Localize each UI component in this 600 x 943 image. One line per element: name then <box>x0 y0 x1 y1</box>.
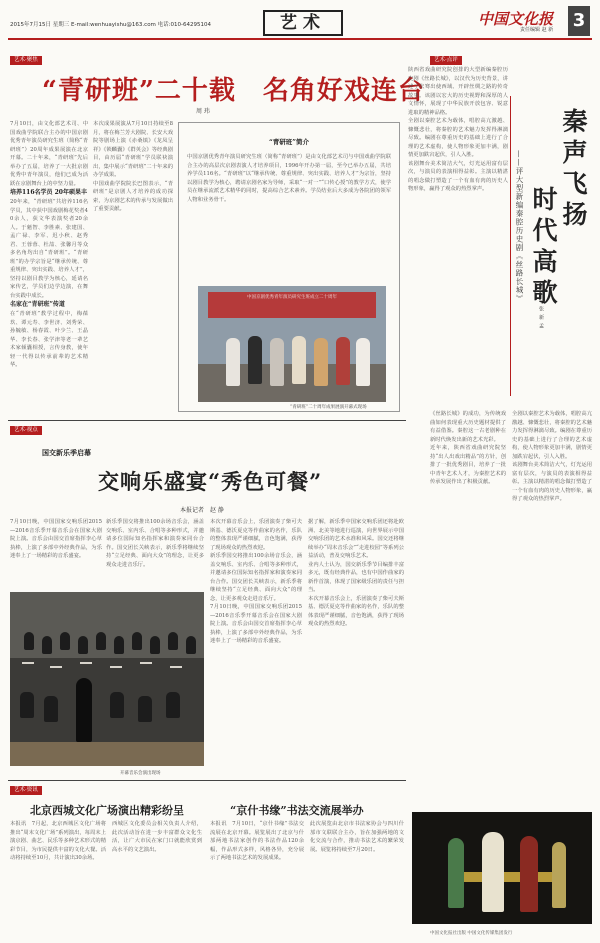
musician-figure <box>150 636 160 654</box>
article3-col4: 据了解，新乐季中国家交响乐团还将赴欧洲、北美等地进行巡演，向世界展示中国交响乐团的艺术水准和风采。国交还将继续举办“周末音乐会”“走进校园”等系列公益活动，普及交响乐艺术。 业内人士认为，国交新乐季节目编排丰富多元，既有经典作品，也有中国作曲家的新作首演，体现了国家级乐团的责任与担当。 本次开幕音乐会上，乐团演奏了柴可夫斯基、德沃夏克等作曲家的名作，乐队的整体表现严谨细腻，音色饱满，获得了现场观众的热烈欢迎。 <box>308 519 404 627</box>
article2-body-4: 《丝路长城》的成功，为传统戏曲如何表现重大历史题材提供了有益借鉴。秦腔这一古老剧种在新时代焕发出新的艺术光彩。 <box>430 411 506 443</box>
musician-figure <box>44 696 58 722</box>
musician-figure <box>60 632 70 650</box>
musician-figure <box>168 632 178 650</box>
article1-headline: “青研班”二十载 名角好戏连台 <box>42 76 425 106</box>
article2-author: 张 新 孟 <box>538 306 544 330</box>
article5-col1 <box>210 820 304 930</box>
ceremony-photo-caption: “青研班”二十周年成果展演开幕式现场 <box>290 405 367 410</box>
actor-figure <box>448 838 464 908</box>
person-figure <box>270 338 284 386</box>
info-box-title: “青研班”简介 <box>269 138 309 146</box>
person-figure <box>336 337 350 385</box>
conductor-figure <box>76 678 92 742</box>
article5-body: 本报讯 7月10日，“京什书缘”书法交流展在北京开幕。展览展出了北京与什邡两地书法家创作的书法作品120余幅，作品形式多样，风格各异，充分展示了两地书法艺术的发展成果。 <box>210 821 304 861</box>
article2-tag: 艺术·点评 <box>430 56 462 65</box>
newspaper-logo: 中国文化报 <box>478 10 554 28</box>
article3-body-5: 业内人士认为，国交新乐季节目编排丰富多元，既有经典作品，也有中国作曲家的新作首演，体现了国家级乐团的责任与担当。 <box>308 561 404 593</box>
article2-subtitle: ——评大型新编秦腔历史剧《丝路长城》 <box>515 150 524 303</box>
article1-body-3: 本次成果展演从7月10日持续至8月，将在梅兰芳大剧院、长安大戏院等剧场上演《赤桑镇》《龙凤呈祥》《锁麟囊》《群英会》等经典剧目，由历届“青研班”学员联袂演出，集中展示“青研班”二十年来的办学成果。 <box>93 121 173 178</box>
musician-figure <box>42 636 52 654</box>
date-line: 2015年7月15日 星期三 E-mail:wenhuayishu@163.com 电话:010-64295104 <box>10 22 211 28</box>
article2-col-2 <box>430 410 506 802</box>
article3-byline: 本报记者 赵 静 <box>180 507 224 514</box>
article2-col-lead <box>408 66 508 408</box>
article2-body-5: 近年来，陕西省戏曲研究院坚持“出人出戏出精品”的方针，创排了一批优秀剧目，培养了一批中青年艺术人才，为秦腔艺术的传承发展作出了积极贡献。 <box>430 445 506 485</box>
article1-col2 <box>93 120 173 416</box>
person-figure <box>292 336 306 384</box>
article2-body-2: 全剧以秦腔艺术为载体，唱腔高亢激越、慷慨悲壮，将秦腔的艺术魅力发挥得淋漓尽致。编剧在尊重历史的基础上进行了合理的艺术虚构，使人物形象更加丰满，剧情更加跌宕起伏，引人入胜。 <box>408 118 508 158</box>
musician-figure <box>132 632 142 650</box>
musician-figure <box>138 696 152 722</box>
music-stand <box>110 666 122 668</box>
section-title: 艺术 <box>263 10 343 36</box>
musician-figure <box>78 636 88 654</box>
musician-figure <box>96 632 106 650</box>
article4-headline: 北京西城文化广场演出精彩纷呈 <box>30 804 184 817</box>
article2-col-3: 全剧以秦腔艺术为载体，唱腔高亢激越、慷慨悲壮，将秦腔的艺术魅力发挥得淋漓尽致。编剧在尊重历史的基础上进行了合理的艺术虚构，使人物形象更加丰满，剧情更加跌宕起伏，引人入胜。 该剧舞台美术简洁大气，灯光运用富有层次，与演员的表演相得益彰。主演以精湛的唱念做打塑造了一个有血有肉的历史人物形象，赢得了观众的热烈掌声。 <box>512 411 592 502</box>
article1-lead: 7月10日，由文化部艺术司、中国戏曲学院联合主办的中国京剧优秀青年演员研究生班（简称“青研班”）20周年成果展演在北京开幕。二十年来，“青研班”先后举办了五届，培养了一大批京剧优秀中青年演员，他们已成为活跃在京剧舞台上的中坚力量。 <box>10 121 88 187</box>
article3-headline: 交响乐盛宴“秀色可餐” <box>98 469 323 494</box>
musician-figure <box>166 692 180 718</box>
actor-figure <box>482 832 504 912</box>
article3-body-3: 本次开幕音乐会上，乐团演奏了柴可夫斯基、德沃夏克等作曲家的名作，乐队的整体表现严谨细腻，音色饱满，获得了现场观众的热烈欢迎。 <box>210 519 302 551</box>
page-footer: 中国文化报社出版 中国文化传媒集团发行 <box>430 931 513 936</box>
info-box-body: 中国京剧优秀青年演员研究生班（简称“青研班”）是由文化部艺术司与中国戏曲学院联合主办的高层次京剧表演人才培养项目，1996年开办第一届，至今已举办五届，共培养学员116名。“青研班”以“继承传统、尊重规律、突出实践、培养人才”为宗旨，坚持以剧目教学为核心，聘请京剧名家为导师，采取“一对一”“口传心授”的教学方式，使学员在继承流派艺术精华的同时，提高综合艺术素养。学员结业后大多成为各院团的领军人物和业务骨干。 <box>187 154 391 203</box>
editor-line: 责任编辑 赵 新 <box>520 27 554 33</box>
article5-col2 <box>310 820 404 930</box>
photo-banner-text: 中国京剧优秀青年演员研究生班成立二十周年 <box>247 295 337 300</box>
article3-col2 <box>106 518 204 588</box>
musician-figure <box>20 692 34 718</box>
orchestra-photo <box>10 592 204 766</box>
article1-subhead-2: 名家在“青研班”传道 <box>10 301 65 308</box>
article2-title-1: 秦声飞扬 <box>559 108 588 232</box>
person-figure <box>356 338 370 386</box>
article2-body-3: 该剧舞台美术简洁大气，灯光运用富有层次，与演员的表演相得益彰。主演以精湛的唱念做打塑造了一个有血有肉的历史人物形象，赢得了观众的热烈掌声。 <box>408 160 508 192</box>
article3-col3: 本次开幕音乐会上，乐团演奏了柴可夫斯基、德沃夏克等作曲家的名作，乐队的整体表现严谨细腻，音色饱满，获得了现场观众的热烈欢迎。 新乐季国交将推出100余场音乐会，涵盖交响乐、室内乐、合唱等多种形式，并邀请多位国际知名指挥家和演奏家同台合作。国交团长关峡表示，新乐季将继续坚持“立足经典、面向大众”的理念，让更多观众走进音乐厅。 7月10日晚，中国国家交响乐团2015—2016音乐季开幕音乐会在国家大剧院上演。音乐会由国交首席指挥李心草执棒，上演了多部中外经典作品，为乐迷奉上了一场精彩的音乐盛宴。 <box>210 519 302 644</box>
article1-body-1: 20年来，“青研班”共培养116名学员，其中获中国戏剧梅花奖者40余人，获文华表演奖者20余人。于魁智、李胜素、张建国、孟广禄、李军、迟小秋、赵秀君、王蓉蓉、杜喆、张馨月等众多名角均出自“青研班”。“青研班”的办学宗旨是“继承传统、尊重规律、突出实践、培养人才”，坚持以剧目教学为核心，延请名家传艺，学员们边学边演，在舞台实践中成长。 <box>10 199 88 299</box>
person-figure <box>314 338 328 386</box>
musician-figure <box>24 632 34 650</box>
article4-body-2: 西城区文化委员会相关负责人介绍，此次活动旨在进一步丰富群众文化生活，让广大市民在家门口就能欣赏到高水平的文艺演出。 <box>112 821 202 853</box>
opera-photo <box>412 812 592 924</box>
musician-figure <box>114 636 124 654</box>
person-figure <box>248 336 262 384</box>
article5-headline: “京什书缘”书法交流展举办 <box>230 804 364 817</box>
music-stand <box>22 662 34 664</box>
article3-body-1: 7月10日晚，中国国家交响乐团2015—2016音乐季开幕音乐会在国家大剧院上演。音乐会由国交首席指挥李心草执棒，上演了多部中外经典作品，为乐迷奉上了一场精彩的音乐盛宴。 <box>10 519 102 559</box>
actor-figure <box>520 836 538 912</box>
actor-figure <box>552 842 566 908</box>
music-stand <box>170 666 182 668</box>
article5-body-2: 此次展览由北京市书法家协会与四川什邡市文联联合主办，旨在加强两地的文化交流与合作，推动书法艺术的繁荣发展。展览将持续至7月20日。 <box>310 821 404 853</box>
article1-body-2: 在“青研班”教学过程中，梅葆玖、谭元寿、李世济、刘秀荣、孙毓敏、杨春霞、叶少兰、王晶华、李长春、张学津等老一辈艺术家倾囊相授，言传身教，使年轻一代得以传承前辈的艺术精华。 <box>10 311 88 368</box>
musician-figure <box>110 692 124 718</box>
article3-body-2: 新乐季国交将推出100余场音乐会，涵盖交响乐、室内乐、合唱等多种形式，并邀请多位国际知名指挥家和演奏家同台合作。国交团长关峡表示，新乐季将继续坚持“立足经典、面向大众”的理念，让更多观众走进音乐厅。 <box>106 519 204 568</box>
musician-figure <box>186 636 196 654</box>
music-stand <box>50 666 62 668</box>
music-stand <box>80 662 92 664</box>
masthead <box>8 6 592 40</box>
article2-title-2: 时代高歌 <box>529 186 558 310</box>
article1-byline: 周 玮 <box>196 108 210 115</box>
article3-body-4: 据了解，新乐季中国家交响乐团还将赴欧洲、北美等地进行巡演，向世界展示中国交响乐团的艺术水准和风采。国交还将继续举办“周末音乐会”“走进校园”等系列公益活动，普及交响乐艺术。 <box>308 519 404 559</box>
article1-tag: 艺术·聚焦 <box>10 56 42 65</box>
article4-tag: 艺术·资讯 <box>10 786 42 795</box>
person-figure <box>226 338 240 386</box>
article3-col1 <box>10 518 102 588</box>
orchestra-photo-caption: 开幕音乐会演出现场 <box>120 771 161 776</box>
article4-body: 本报讯 7月起，北京西城区文化广场将推出“周末文化广场”系列演出，每周末上演京剧、曲艺、民乐等多种艺术形式的精彩节目，为市民提供丰富的文化大餐。活动将持续至10月，共计演出30余场。 <box>10 821 106 861</box>
article4-col1 <box>10 820 106 930</box>
article3-kicker: 国交新乐季启幕 <box>42 448 91 457</box>
page-number: 3 <box>568 6 590 36</box>
article1-subhead-1: 培养116名学员 20年硕果丰 <box>10 189 87 196</box>
article1-body-4: 中国戏曲学院院长巴图表示，“青研班”是京剧人才培养的成功探索，为京剧艺术的传承与发展做出了重要贡献。 <box>93 180 173 212</box>
article4-col2 <box>112 820 202 930</box>
article3-tag: 艺术·视点 <box>10 426 42 435</box>
ceremony-photo <box>198 286 386 402</box>
music-stand <box>140 662 152 664</box>
article2-body-1: 陕西省戏曲研究院创排的大型新编秦腔历史剧《丝路长城》，以汉代为历史背景，讲述了张骞出使西域、开辟丝绸之路的传奇故事。该剧以宏大的历史视野和深厚的人文情怀，展现了中华民族开放包容、锐意进取的精神品格。 <box>408 67 508 116</box>
article1-col1 <box>10 120 88 416</box>
